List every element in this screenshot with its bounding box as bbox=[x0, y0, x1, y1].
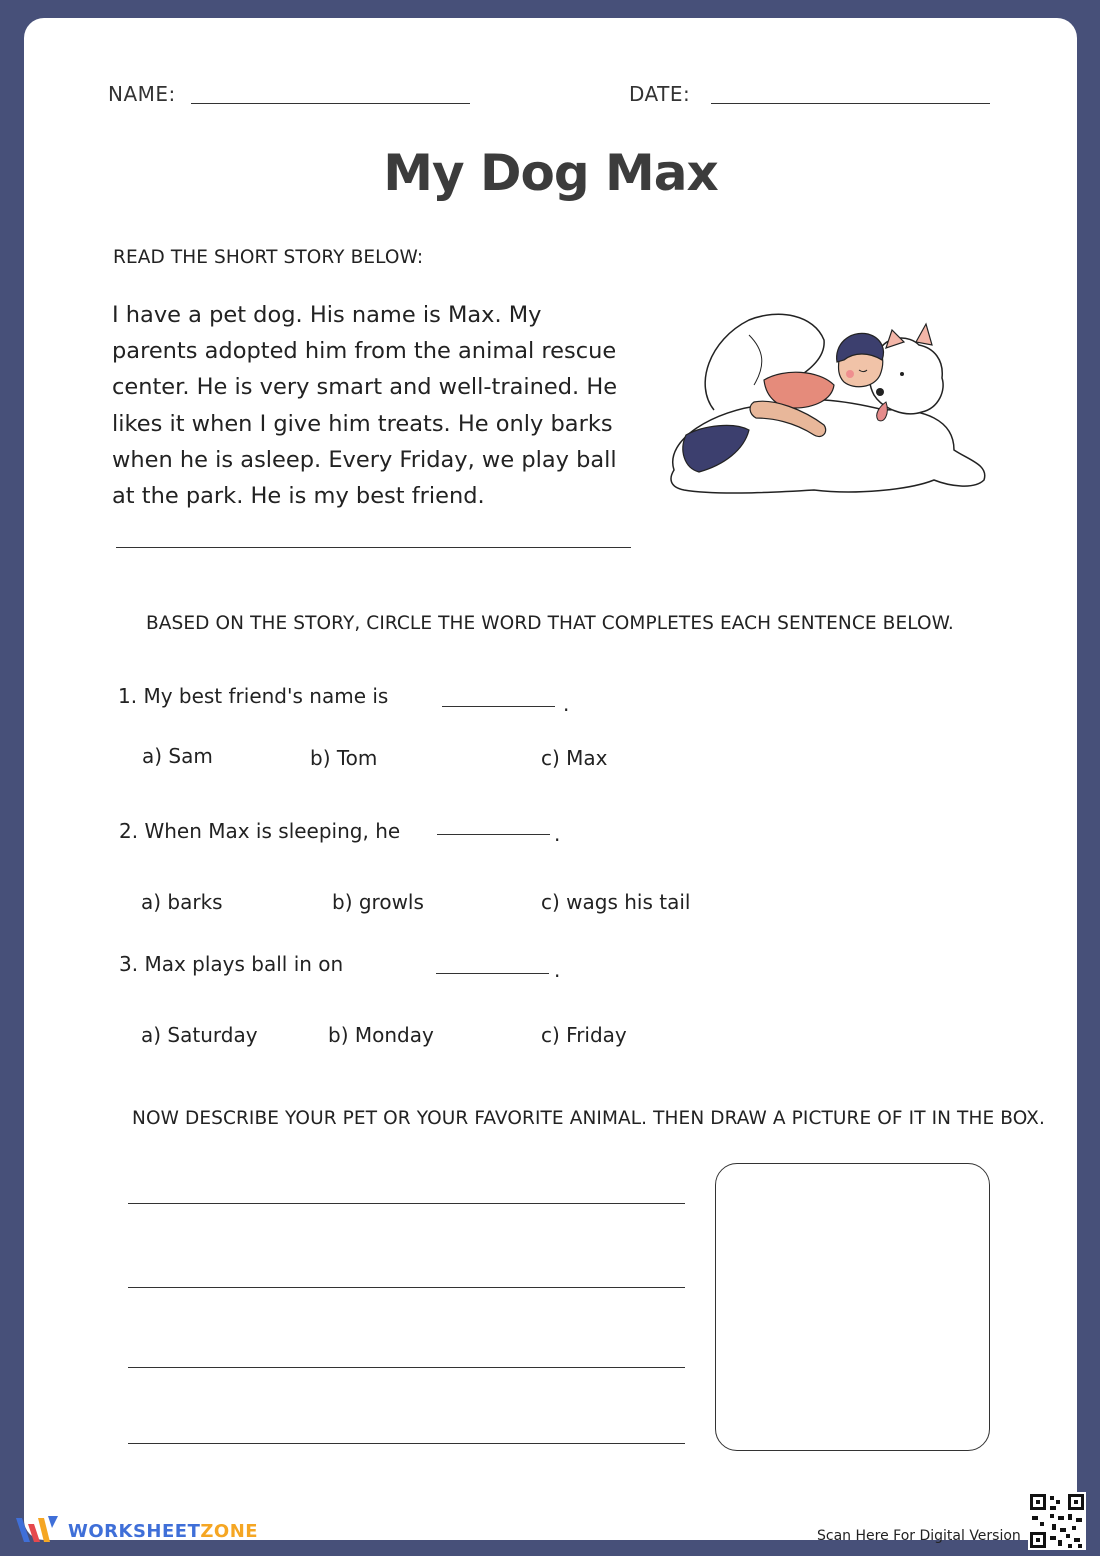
name-label: NAME: bbox=[108, 82, 176, 106]
writing-line-1[interactable] bbox=[128, 1203, 685, 1204]
question-1: 1. My best friend's name is bbox=[118, 684, 389, 708]
worksheetzone-logo-icon bbox=[14, 1514, 60, 1546]
story-text: I have a pet dog. His name is Max. My parents adopted him from the animal rescue center. He is very smart and well-trained. He likes it when I give him treats. He only barks when he is asleep. Every Friday, we play ball at the park. He is my best friend. bbox=[112, 302, 618, 510]
boy-hugging-dog-illustration bbox=[654, 290, 994, 500]
question-3: 3. Max plays ball in on bbox=[119, 952, 344, 976]
q2-option-a[interactable]: a) barks bbox=[141, 890, 223, 914]
q1-option-c[interactable]: c) Max bbox=[541, 746, 608, 770]
answer-blank-1[interactable] bbox=[442, 706, 555, 707]
logo-text-worksheet: WORKSHEET bbox=[68, 1521, 201, 1542]
story-underline bbox=[116, 547, 631, 548]
drawing-box[interactable] bbox=[715, 1163, 990, 1451]
writing-line-4[interactable] bbox=[128, 1443, 685, 1444]
writing-line-3[interactable] bbox=[128, 1367, 685, 1368]
worksheetzone-logo-text bbox=[68, 1521, 258, 1542]
question-2-period: . bbox=[554, 822, 561, 846]
question-2: 2. When Max is sleeping, he bbox=[119, 819, 401, 843]
circle-instruction: BASED ON THE STORY, CIRCLE THE WORD THAT COMPLETES EACH SENTENCE BELOW. bbox=[146, 613, 954, 634]
q3-option-a[interactable]: a) Saturday bbox=[141, 1023, 258, 1047]
answer-blank-2[interactable] bbox=[437, 834, 550, 835]
qr-code-icon[interactable] bbox=[1028, 1492, 1086, 1550]
logo-text-zone: ZONE bbox=[200, 1521, 259, 1542]
question-1-period: . bbox=[563, 692, 570, 716]
date-label: DATE: bbox=[629, 82, 691, 106]
answer-blank-3[interactable] bbox=[436, 973, 549, 974]
page-title: My Dog Max bbox=[383, 144, 718, 202]
q2-option-c[interactable]: c) wags his tail bbox=[541, 890, 691, 914]
question-3-period: . bbox=[554, 958, 561, 982]
writing-line-2[interactable] bbox=[128, 1287, 685, 1288]
date-line[interactable] bbox=[711, 103, 990, 104]
scan-text: Scan Here For Digital Version bbox=[817, 1528, 1021, 1544]
q2-option-b[interactable]: b) growls bbox=[332, 890, 424, 914]
describe-instruction: NOW DESCRIBE YOUR PET OR YOUR FAVORITE ANIMAL. THEN DRAW A PICTURE OF IT IN THE BOX. bbox=[132, 1108, 1045, 1129]
q3-option-c[interactable]: c) Friday bbox=[541, 1023, 627, 1047]
q1-option-a[interactable]: a) Sam bbox=[142, 744, 213, 768]
q3-option-b[interactable]: b) Monday bbox=[328, 1023, 434, 1047]
story-instruction: READ THE SHORT STORY BELOW: bbox=[113, 247, 424, 268]
worksheet-page bbox=[24, 18, 1077, 1540]
name-line[interactable] bbox=[191, 103, 470, 104]
q1-option-b[interactable]: b) Tom bbox=[310, 746, 378, 770]
